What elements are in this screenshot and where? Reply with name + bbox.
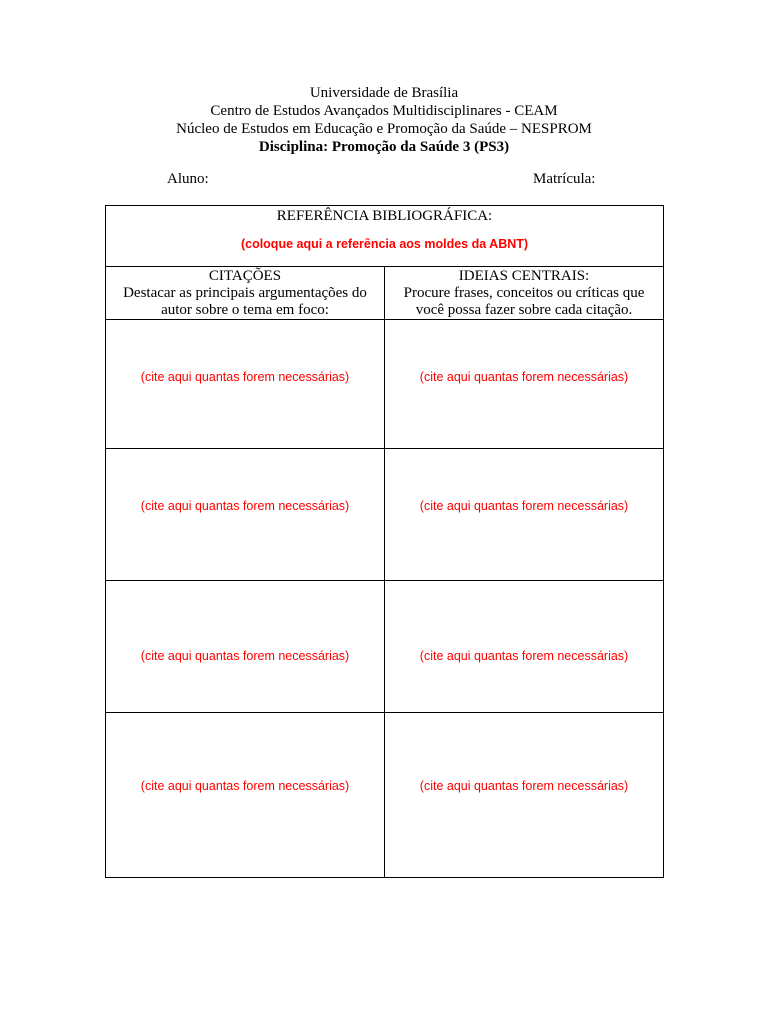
university-name: Universidade de Brasília bbox=[309, 85, 459, 101]
center-name: Centro de Estudos Avançados Multidisciplinares - CEAM bbox=[210, 103, 558, 119]
idea-cell[interactable] bbox=[385, 581, 664, 713]
citations-title: CITAÇÕES bbox=[208, 268, 282, 284]
document-header bbox=[0, 84, 768, 156]
reference-title: REFERÊNCIA BIBLIOGRÁFICA: bbox=[276, 208, 493, 224]
idea-hint: (cite aqui quantas forem necessárias) bbox=[419, 498, 629, 513]
registration-label: Matrícula: bbox=[533, 171, 596, 187]
idea-hint: (cite aqui quantas forem necessárias) bbox=[419, 648, 629, 663]
citation-cell[interactable] bbox=[106, 320, 385, 449]
table-row bbox=[106, 713, 664, 878]
citation-hint: (cite aqui quantas forem necessárias) bbox=[140, 370, 350, 384]
idea-hint: (cite aqui quantas forem necessárias) bbox=[419, 779, 629, 793]
discipline-title: Disciplina: Promoção da Saúde 3 (PS3) bbox=[258, 139, 510, 155]
citations-column-header bbox=[106, 267, 385, 320]
citation-hint: (cite aqui quantas forem necessárias) bbox=[140, 648, 350, 663]
table-row bbox=[106, 449, 664, 581]
citation-cell[interactable] bbox=[106, 581, 385, 713]
table-row bbox=[106, 320, 664, 449]
idea-cell[interactable] bbox=[385, 713, 664, 878]
citation-cell[interactable] bbox=[106, 713, 385, 878]
citation-cell[interactable] bbox=[106, 449, 385, 581]
citation-hint: (cite aqui quantas forem necessárias) bbox=[140, 498, 350, 513]
citations-instruction-line1: Destacar as principais argumentações do bbox=[123, 285, 367, 301]
ideas-column-header bbox=[385, 267, 664, 320]
citations-instruction-line2: autor sobre o tema em foco: bbox=[161, 302, 329, 318]
reading-form-table bbox=[105, 205, 664, 878]
idea-cell[interactable] bbox=[385, 320, 664, 449]
table-row bbox=[106, 581, 664, 713]
citation-hint: (cite aqui quantas forem necessárias) bbox=[140, 779, 350, 793]
ideas-instruction-line2: você possa fazer sobre cada citação. bbox=[415, 302, 633, 318]
ideas-title: IDEIAS CENTRAIS: bbox=[458, 268, 590, 284]
reference-hint: (coloque aqui a referência aos moldes da ABNT) bbox=[240, 237, 529, 251]
idea-cell[interactable] bbox=[385, 449, 664, 581]
idea-hint: (cite aqui quantas forem necessárias) bbox=[419, 370, 629, 384]
student-label: Aluno: bbox=[167, 171, 209, 187]
ideas-instruction-line1: Procure frases, conceitos ou críticas que bbox=[403, 285, 645, 301]
nucleus-name: Núcleo de Estudos em Educação e Promoção da Saúde – NESPROM bbox=[176, 121, 592, 137]
reference-cell[interactable] bbox=[106, 206, 664, 267]
